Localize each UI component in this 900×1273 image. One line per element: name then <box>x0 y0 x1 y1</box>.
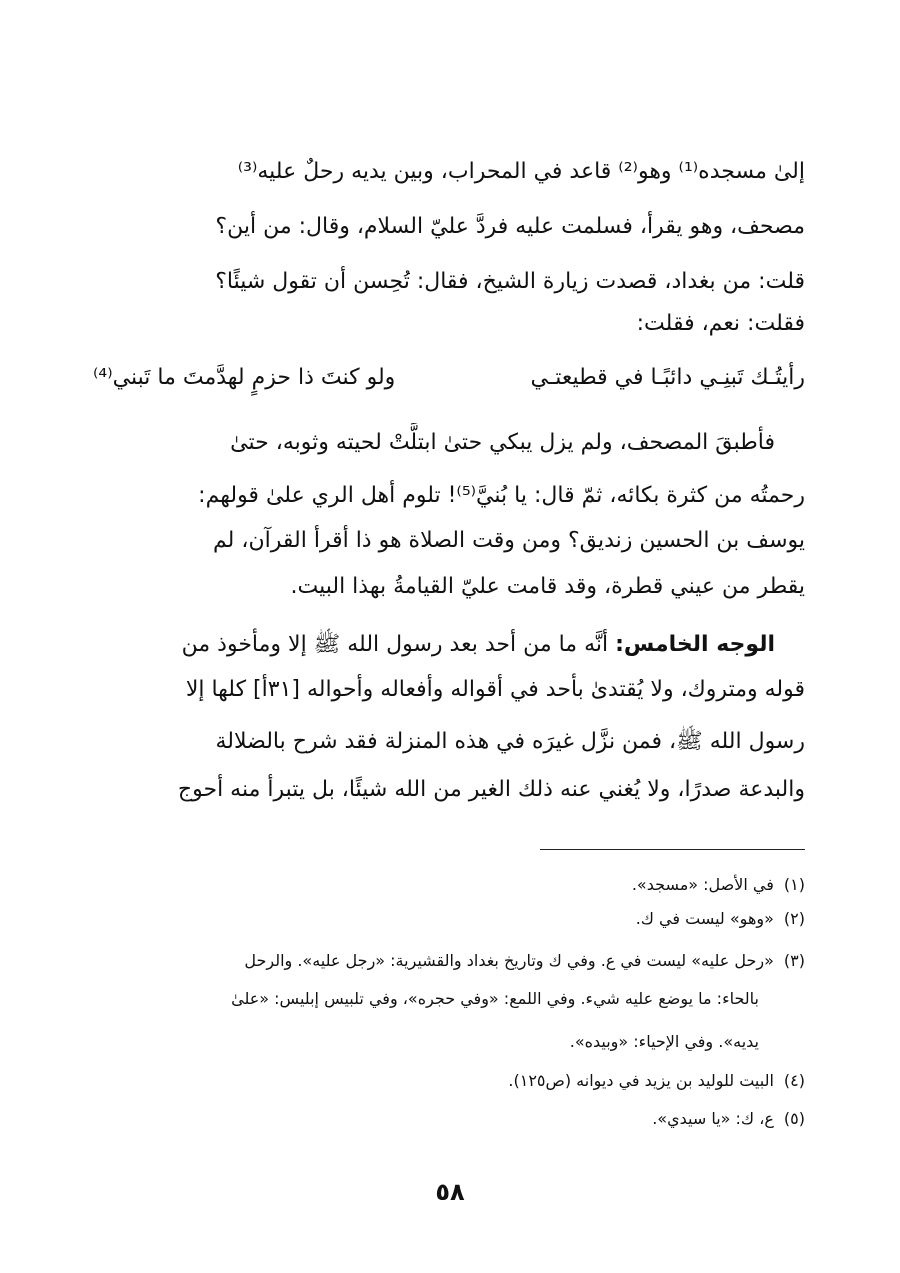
footnote <box>93 1104 805 1134</box>
footnote <box>93 946 805 976</box>
body-line: رحمتُه من كثرة بكائه، ثمّ قال: يا بُنيَّ⁽⁵⁾! تلوم أهل الري علىٰ قولهم: <box>198 483 805 508</box>
footnote-text: ع، ك: «يا سيدي». <box>652 1109 774 1128</box>
footnote-number: (٢) <box>783 909 805 928</box>
footnote-continuation: يديه». وفي الإحياء: «وبيده». <box>569 1032 759 1051</box>
poetry-verse <box>93 358 805 398</box>
body-line: والبدعة صدرًا، ولا يُغني عنه ذلك الغير من الله شيئًا، بل يتبرأ منه أحوج <box>177 777 805 802</box>
footnote-number: (٣) <box>783 951 805 970</box>
footnote-separator <box>540 849 805 850</box>
footnote-continuation: بالحاء: ما يوضع عليه شيء. وفي اللمع: «وفي حجره»، وفي تلبيس إبليس: «علىٰ <box>231 989 759 1008</box>
body-line: قلت: من بغداد، قصدت زيارة الشيخ، فقال: تُحِسن أن تقول شيئًا؟ <box>215 269 805 294</box>
page-number: ٥٨ <box>435 1178 465 1206</box>
footnote-number: (١) <box>783 875 805 894</box>
body-line: رسول الله ﷺ، فمن نزَّل غيرَه في هذه المنزلة فقد شرح بالضلالة <box>215 729 805 754</box>
body-line: فأطبقَ المصحف، ولم يزل يبكي حتىٰ ابتلَّتْ لحيته وثوبه، حتىٰ <box>230 430 775 455</box>
verse-second-hemistich: ولو كنتَ ذا حزمٍ لهدَّمتَ ما تَبني⁽⁴⁾ <box>93 365 396 390</box>
body-line: إلىٰ مسجده⁽¹⁾ وهو⁽²⁾ قاعد في المحراب، وبين يديه رحلٌ عليه⁽³⁾ <box>237 159 805 184</box>
body-line <box>93 625 805 665</box>
footnote-number: (٤) <box>783 1071 805 1090</box>
footnote-text: البيت للوليد بن يزيد في ديوانه (ص١٢٥). <box>508 1071 774 1090</box>
body-line: مصحف، وهو يقرأ، فسلمت عليه فردَّ عليّ السلام، وقال: من أين؟ <box>215 214 805 239</box>
footnote <box>93 1066 805 1096</box>
body-line: يوسف بن الحسين زنديق؟ ومن وقت الصلاة هو ذا أقرأ القرآن، لم <box>213 528 805 553</box>
verse-first-hemistich: رأيتُـك تَبنِـي دائبًـا في قطيعتـي <box>530 365 805 390</box>
footnote <box>93 904 805 934</box>
body-line: يقطر من عيني قطرة، وقد قامت عليّ القيامةُ بهذا البيت. <box>290 574 805 599</box>
footnote-text: «رحل عليه» ليست في ع. وفي ك وتاريخ بغداد والقشيرية: «رجل عليه». والرحل <box>244 951 774 970</box>
body-line: فقلت: نعم، فقلت: <box>636 311 805 336</box>
body-text: أنَّه ما من أحد بعد رسول الله ﷺ إلا ومأخوذ من <box>181 632 616 657</box>
footnote-number: (٥) <box>783 1109 805 1128</box>
footnote-text: «وهو» ليست في ك. <box>635 909 774 928</box>
body-line: قوله ومتروك، ولا يُقتدىٰ بأحد في أقواله وأفعاله وأحواله [٣١أ] كلها إلا <box>185 677 805 702</box>
section-heading: الوجه الخامس: <box>615 632 775 657</box>
footnote-text: في الأصل: «مسجد». <box>631 875 774 894</box>
footnote <box>93 870 805 900</box>
